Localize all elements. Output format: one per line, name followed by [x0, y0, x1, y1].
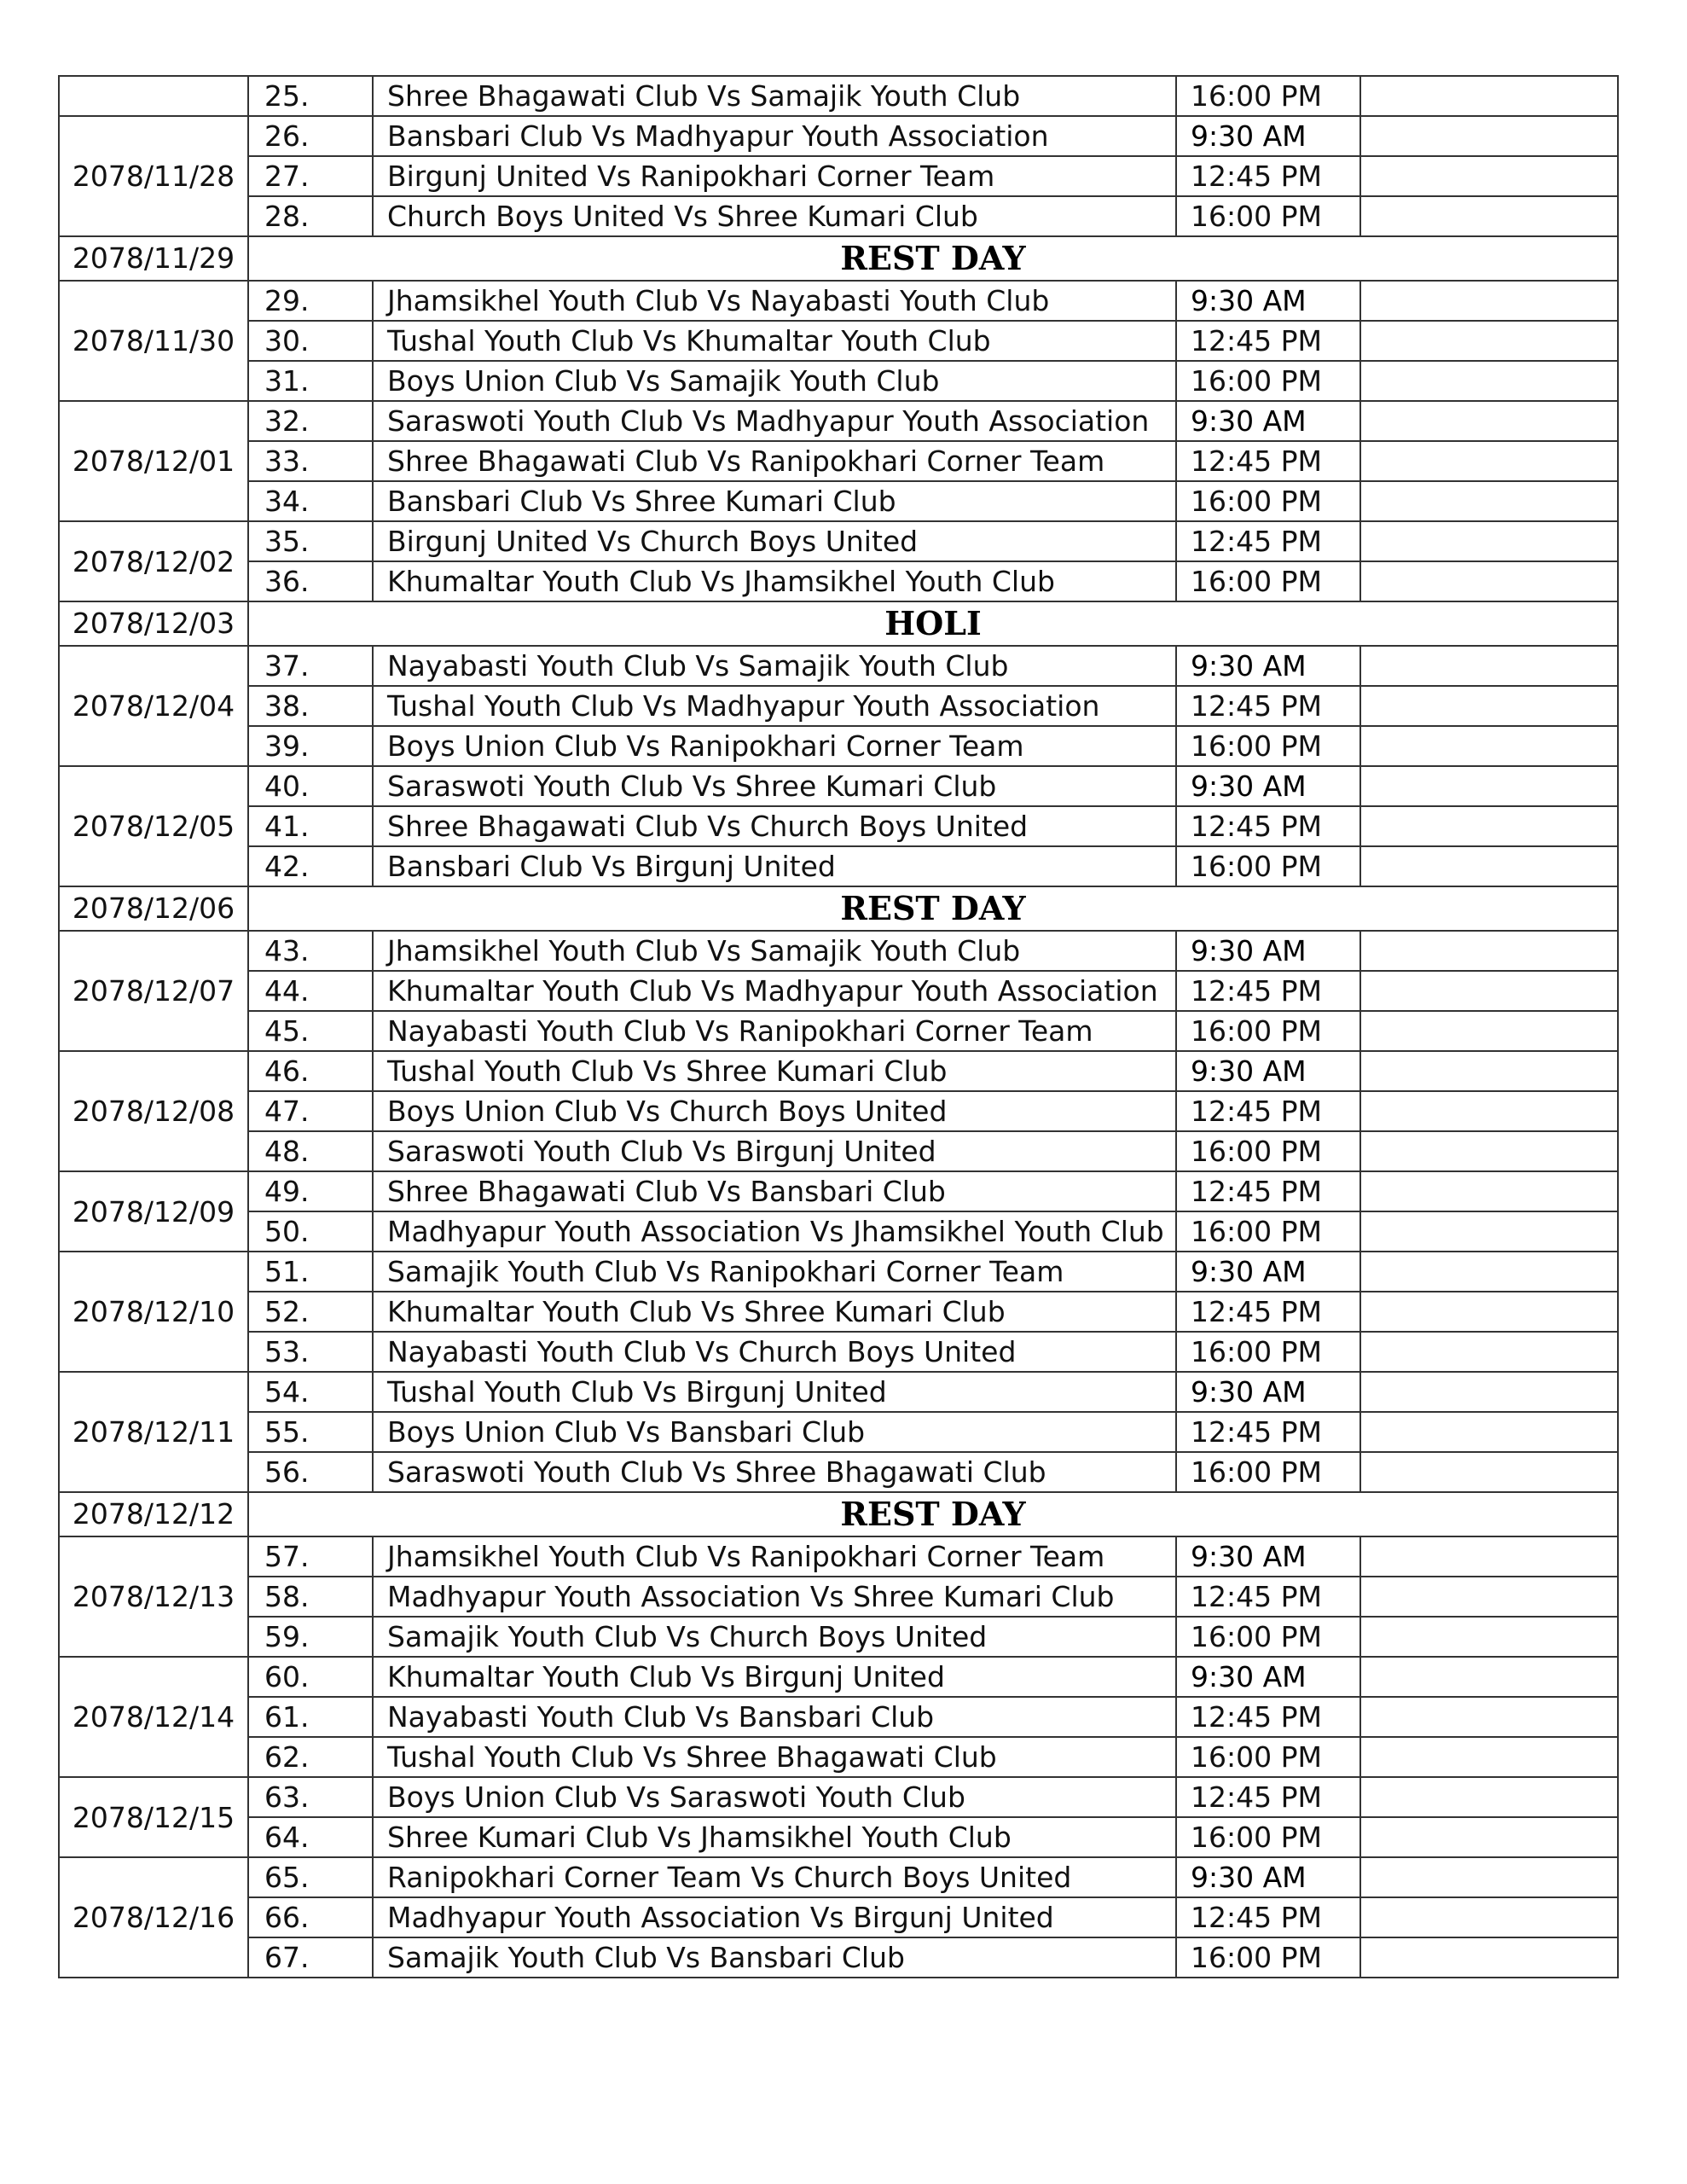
- match-number: 29.: [248, 281, 373, 321]
- table-row: [59, 1412, 1618, 1452]
- match-fixture: Bansbari Club Vs Birgunj United: [373, 846, 1176, 886]
- match-fixture: Boys Union Club Vs Samajik Youth Club: [373, 361, 1176, 401]
- match-time: 16:00 PM: [1176, 1131, 1360, 1171]
- table-row: [59, 1857, 1618, 1897]
- schedule-body: [59, 76, 1618, 1978]
- table-row: [59, 846, 1618, 886]
- match-number: 39.: [248, 726, 373, 766]
- match-number: 32.: [248, 401, 373, 441]
- table-row: [59, 1817, 1618, 1857]
- remarks-cell: [1360, 1657, 1618, 1697]
- remarks-cell: [1360, 1817, 1618, 1857]
- remarks-cell: [1360, 361, 1618, 401]
- match-time: 16:00 PM: [1176, 361, 1360, 401]
- match-number: 49.: [248, 1171, 373, 1211]
- match-time: 12:45 PM: [1176, 806, 1360, 846]
- match-date: 2078/12/01: [59, 401, 248, 521]
- match-fixture: Tushal Youth Club Vs Khumaltar Youth Club: [373, 321, 1176, 361]
- match-time: 16:00 PM: [1176, 1211, 1360, 1252]
- match-fixture: Khumaltar Youth Club Vs Jhamsikhel Youth Club: [373, 561, 1176, 601]
- match-fixture: Saraswoti Youth Club Vs Shree Bhagawati Club: [373, 1452, 1176, 1492]
- match-time: 12:45 PM: [1176, 971, 1360, 1011]
- match-time: 12:45 PM: [1176, 1091, 1360, 1131]
- match-date: 2078/12/08: [59, 1051, 248, 1171]
- match-time: 12:45 PM: [1176, 1577, 1360, 1617]
- table-row: [59, 1011, 1618, 1051]
- table-row: [59, 401, 1618, 441]
- match-time: 16:00 PM: [1176, 1452, 1360, 1492]
- table-row: [59, 1051, 1618, 1091]
- remarks-cell: [1360, 116, 1618, 156]
- match-number: 36.: [248, 561, 373, 601]
- match-fixture: Tushal Youth Club Vs Shree Bhagawati Club: [373, 1737, 1176, 1777]
- match-fixture: Samajik Youth Club Vs Church Boys United: [373, 1617, 1176, 1657]
- special-day-row: [59, 1492, 1618, 1536]
- match-fixture: Nayabasti Youth Club Vs Samajik Youth Club: [373, 646, 1176, 686]
- match-number: 42.: [248, 846, 373, 886]
- table-row: [59, 1737, 1618, 1777]
- remarks-cell: [1360, 196, 1618, 236]
- remarks-cell: [1360, 646, 1618, 686]
- match-fixture: Nayabasti Youth Club Vs Bansbari Club: [373, 1697, 1176, 1737]
- table-row: [59, 931, 1618, 971]
- match-fixture: Shree Kumari Club Vs Jhamsikhel Youth Club: [373, 1817, 1176, 1857]
- match-date: 2078/12/14: [59, 1657, 248, 1777]
- table-row: [59, 441, 1618, 481]
- remarks-cell: [1360, 1412, 1618, 1452]
- table-row: [59, 1777, 1618, 1817]
- match-number: 66.: [248, 1897, 373, 1937]
- remarks-cell: [1360, 1617, 1618, 1657]
- match-fixture: Samajik Youth Club Vs Ranipokhari Corner Team: [373, 1252, 1176, 1292]
- remarks-cell: [1360, 806, 1618, 846]
- table-row: [59, 1452, 1618, 1492]
- table-row: [59, 1657, 1618, 1697]
- match-number: 31.: [248, 361, 373, 401]
- match-time: 16:00 PM: [1176, 1011, 1360, 1051]
- match-time: 9:30 AM: [1176, 1051, 1360, 1091]
- fixture-schedule-table: [58, 75, 1619, 1978]
- remarks-cell: [1360, 931, 1618, 971]
- table-row: [59, 561, 1618, 601]
- match-date: 2078/12/04: [59, 646, 248, 766]
- match-number: 61.: [248, 1697, 373, 1737]
- table-row: [59, 1171, 1618, 1211]
- remarks-cell: [1360, 1897, 1618, 1937]
- special-day-label: HOLI: [248, 601, 1618, 646]
- remarks-cell: [1360, 1777, 1618, 1817]
- match-fixture: Jhamsikhel Youth Club Vs Ranipokhari Corner Team: [373, 1536, 1176, 1577]
- remarks-cell: [1360, 971, 1618, 1011]
- table-row: [59, 686, 1618, 726]
- table-row: [59, 1617, 1618, 1657]
- remarks-cell: [1360, 1091, 1618, 1131]
- match-number: 63.: [248, 1777, 373, 1817]
- match-fixture: Birgunj United Vs Church Boys United: [373, 521, 1176, 561]
- match-number: 59.: [248, 1617, 373, 1657]
- match-time: 9:30 AM: [1176, 116, 1360, 156]
- remarks-cell: [1360, 726, 1618, 766]
- remarks-cell: [1360, 401, 1618, 441]
- match-time: 12:45 PM: [1176, 1897, 1360, 1937]
- match-time: 16:00 PM: [1176, 1937, 1360, 1978]
- match-time: 9:30 AM: [1176, 1372, 1360, 1412]
- table-row: [59, 646, 1618, 686]
- match-number: 43.: [248, 931, 373, 971]
- match-time: 12:45 PM: [1176, 1777, 1360, 1817]
- match-date: 2078/12/10: [59, 1252, 248, 1372]
- match-number: 30.: [248, 321, 373, 361]
- match-number: 41.: [248, 806, 373, 846]
- match-fixture: Jhamsikhel Youth Club Vs Samajik Youth Club: [373, 931, 1176, 971]
- remarks-cell: [1360, 846, 1618, 886]
- remarks-cell: [1360, 1051, 1618, 1091]
- remarks-cell: [1360, 321, 1618, 361]
- match-number: 55.: [248, 1412, 373, 1452]
- table-row: [59, 1372, 1618, 1412]
- remarks-cell: [1360, 281, 1618, 321]
- match-fixture: Samajik Youth Club Vs Bansbari Club: [373, 1937, 1176, 1978]
- special-day-label: REST DAY: [248, 886, 1618, 931]
- table-row: [59, 281, 1618, 321]
- table-row: [59, 1091, 1618, 1131]
- match-fixture: Tushal Youth Club Vs Shree Kumari Club: [373, 1051, 1176, 1091]
- match-date: 2078/12/12: [59, 1492, 248, 1536]
- match-date: 2078/12/16: [59, 1857, 248, 1978]
- table-row: [59, 1332, 1618, 1372]
- match-time: 9:30 AM: [1176, 1657, 1360, 1697]
- match-number: 25.: [248, 76, 373, 116]
- match-date: 2078/12/07: [59, 931, 248, 1051]
- match-number: 64.: [248, 1817, 373, 1857]
- table-row: [59, 321, 1618, 361]
- match-number: 67.: [248, 1937, 373, 1978]
- match-number: 62.: [248, 1737, 373, 1777]
- match-fixture: Church Boys United Vs Shree Kumari Club: [373, 196, 1176, 236]
- remarks-cell: [1360, 1536, 1618, 1577]
- remarks-cell: [1360, 1211, 1618, 1252]
- match-fixture: Khumaltar Youth Club Vs Birgunj United: [373, 1657, 1176, 1697]
- remarks-cell: [1360, 521, 1618, 561]
- match-time: 12:45 PM: [1176, 1292, 1360, 1332]
- special-day-row: [59, 236, 1618, 281]
- match-number: 46.: [248, 1051, 373, 1091]
- match-date: 2078/12/11: [59, 1372, 248, 1492]
- remarks-cell: [1360, 1697, 1618, 1737]
- match-number: 26.: [248, 116, 373, 156]
- match-fixture: Bansbari Club Vs Shree Kumari Club: [373, 481, 1176, 521]
- special-day-row: [59, 886, 1618, 931]
- match-time: 16:00 PM: [1176, 561, 1360, 601]
- remarks-cell: [1360, 1171, 1618, 1211]
- remarks-cell: [1360, 1252, 1618, 1292]
- match-fixture: Boys Union Club Vs Church Boys United: [373, 1091, 1176, 1131]
- remarks-cell: [1360, 76, 1618, 116]
- table-row: [59, 1577, 1618, 1617]
- match-date: 2078/12/09: [59, 1171, 248, 1252]
- special-day-label: REST DAY: [248, 236, 1618, 281]
- match-date: 2078/11/29: [59, 236, 248, 281]
- match-number: 60.: [248, 1657, 373, 1697]
- remarks-cell: [1360, 1332, 1618, 1372]
- match-number: 37.: [248, 646, 373, 686]
- match-date: 2078/12/06: [59, 886, 248, 931]
- match-fixture: Birgunj United Vs Ranipokhari Corner Team: [373, 156, 1176, 196]
- table-row: [59, 521, 1618, 561]
- match-fixture: Shree Bhagawati Club Vs Bansbari Club: [373, 1171, 1176, 1211]
- match-time: 12:45 PM: [1176, 321, 1360, 361]
- remarks-cell: [1360, 686, 1618, 726]
- match-time: 16:00 PM: [1176, 1332, 1360, 1372]
- table-row: [59, 361, 1618, 401]
- match-number: 27.: [248, 156, 373, 196]
- match-time: 9:30 AM: [1176, 1857, 1360, 1897]
- match-number: 45.: [248, 1011, 373, 1051]
- remarks-cell: [1360, 1292, 1618, 1332]
- match-fixture: Boys Union Club Vs Saraswoti Youth Club: [373, 1777, 1176, 1817]
- match-fixture: Nayabasti Youth Club Vs Church Boys United: [373, 1332, 1176, 1372]
- match-fixture: Madhyapur Youth Association Vs Birgunj United: [373, 1897, 1176, 1937]
- remarks-cell: [1360, 1011, 1618, 1051]
- match-time: 9:30 AM: [1176, 931, 1360, 971]
- match-time: 16:00 PM: [1176, 726, 1360, 766]
- match-number: 58.: [248, 1577, 373, 1617]
- match-number: 48.: [248, 1131, 373, 1171]
- special-day-label: REST DAY: [248, 1492, 1618, 1536]
- table-row: [59, 806, 1618, 846]
- table-row: [59, 1211, 1618, 1252]
- match-time: 16:00 PM: [1176, 1817, 1360, 1857]
- match-fixture: Madhyapur Youth Association Vs Jhamsikhel Youth Club: [373, 1211, 1176, 1252]
- match-fixture: Khumaltar Youth Club Vs Shree Kumari Club: [373, 1292, 1176, 1332]
- match-number: 47.: [248, 1091, 373, 1131]
- remarks-cell: [1360, 1577, 1618, 1617]
- match-number: 38.: [248, 686, 373, 726]
- match-time: 9:30 AM: [1176, 766, 1360, 806]
- match-number: 52.: [248, 1292, 373, 1332]
- table-row: [59, 1697, 1618, 1737]
- match-number: 57.: [248, 1536, 373, 1577]
- match-date: 2078/12/05: [59, 766, 248, 886]
- table-row: [59, 481, 1618, 521]
- match-time: 9:30 AM: [1176, 1252, 1360, 1292]
- remarks-cell: [1360, 481, 1618, 521]
- match-number: 51.: [248, 1252, 373, 1292]
- match-date: 2078/12/03: [59, 601, 248, 646]
- match-number: 54.: [248, 1372, 373, 1412]
- table-row: [59, 1937, 1618, 1978]
- match-fixture: Saraswoti Youth Club Vs Birgunj United: [373, 1131, 1176, 1171]
- match-number: 65.: [248, 1857, 373, 1897]
- table-row: [59, 1897, 1618, 1937]
- match-date: 2078/12/15: [59, 1777, 248, 1857]
- match-fixture: Tushal Youth Club Vs Birgunj United: [373, 1372, 1176, 1412]
- match-number: 34.: [248, 481, 373, 521]
- match-fixture: Boys Union Club Vs Bansbari Club: [373, 1412, 1176, 1452]
- match-time: 16:00 PM: [1176, 76, 1360, 116]
- match-time: 12:45 PM: [1176, 521, 1360, 561]
- match-date: 2078/12/13: [59, 1536, 248, 1657]
- remarks-cell: [1360, 1737, 1618, 1777]
- match-fixture: Khumaltar Youth Club Vs Madhyapur Youth Association: [373, 971, 1176, 1011]
- table-row: [59, 726, 1618, 766]
- match-fixture: Shree Bhagawati Club Vs Samajik Youth Club: [373, 76, 1176, 116]
- match-time: 16:00 PM: [1176, 196, 1360, 236]
- match-time: 9:30 AM: [1176, 646, 1360, 686]
- match-time: 12:45 PM: [1176, 1171, 1360, 1211]
- remarks-cell: [1360, 766, 1618, 806]
- match-fixture: Nayabasti Youth Club Vs Ranipokhari Corner Team: [373, 1011, 1176, 1051]
- remarks-cell: [1360, 441, 1618, 481]
- remarks-cell: [1360, 1452, 1618, 1492]
- table-row: [59, 76, 1618, 116]
- table-row: [59, 1292, 1618, 1332]
- table-row: [59, 116, 1618, 156]
- special-day-row: [59, 601, 1618, 646]
- match-fixture: Tushal Youth Club Vs Madhyapur Youth Association: [373, 686, 1176, 726]
- match-number: 40.: [248, 766, 373, 806]
- remarks-cell: [1360, 156, 1618, 196]
- match-time: 9:30 AM: [1176, 281, 1360, 321]
- match-date: 2078/12/02: [59, 521, 248, 601]
- match-time: 9:30 AM: [1176, 401, 1360, 441]
- table-row: [59, 766, 1618, 806]
- match-number: 35.: [248, 521, 373, 561]
- match-date: 2078/11/28: [59, 116, 248, 236]
- match-fixture: Boys Union Club Vs Ranipokhari Corner Team: [373, 726, 1176, 766]
- match-time: 12:45 PM: [1176, 1412, 1360, 1452]
- match-fixture: Saraswoti Youth Club Vs Madhyapur Youth Association: [373, 401, 1176, 441]
- match-fixture: Shree Bhagawati Club Vs Church Boys United: [373, 806, 1176, 846]
- match-time: 12:45 PM: [1176, 686, 1360, 726]
- match-number: 28.: [248, 196, 373, 236]
- match-fixture: Jhamsikhel Youth Club Vs Nayabasti Youth Club: [373, 281, 1176, 321]
- match-fixture: Shree Bhagawati Club Vs Ranipokhari Corner Team: [373, 441, 1176, 481]
- match-number: 53.: [248, 1332, 373, 1372]
- match-fixture: Madhyapur Youth Association Vs Shree Kumari Club: [373, 1577, 1176, 1617]
- remarks-cell: [1360, 1857, 1618, 1897]
- table-row: [59, 1131, 1618, 1171]
- match-time: 16:00 PM: [1176, 1617, 1360, 1657]
- match-fixture: Ranipokhari Corner Team Vs Church Boys United: [373, 1857, 1176, 1897]
- table-row: [59, 971, 1618, 1011]
- table-row: [59, 156, 1618, 196]
- match-date: [59, 76, 248, 116]
- match-fixture: Saraswoti Youth Club Vs Shree Kumari Club: [373, 766, 1176, 806]
- remarks-cell: [1360, 1937, 1618, 1978]
- table-row: [59, 196, 1618, 236]
- match-time: 12:45 PM: [1176, 1697, 1360, 1737]
- match-time: 16:00 PM: [1176, 481, 1360, 521]
- match-number: 33.: [248, 441, 373, 481]
- match-date: 2078/11/30: [59, 281, 248, 401]
- remarks-cell: [1360, 561, 1618, 601]
- table-row: [59, 1536, 1618, 1577]
- table-row: [59, 1252, 1618, 1292]
- match-time: 9:30 AM: [1176, 1536, 1360, 1577]
- match-number: 50.: [248, 1211, 373, 1252]
- match-fixture: Bansbari Club Vs Madhyapur Youth Association: [373, 116, 1176, 156]
- match-number: 56.: [248, 1452, 373, 1492]
- match-time: 16:00 PM: [1176, 1737, 1360, 1777]
- match-time: 12:45 PM: [1176, 441, 1360, 481]
- match-time: 16:00 PM: [1176, 846, 1360, 886]
- remarks-cell: [1360, 1372, 1618, 1412]
- match-time: 12:45 PM: [1176, 156, 1360, 196]
- remarks-cell: [1360, 1131, 1618, 1171]
- match-number: 44.: [248, 971, 373, 1011]
